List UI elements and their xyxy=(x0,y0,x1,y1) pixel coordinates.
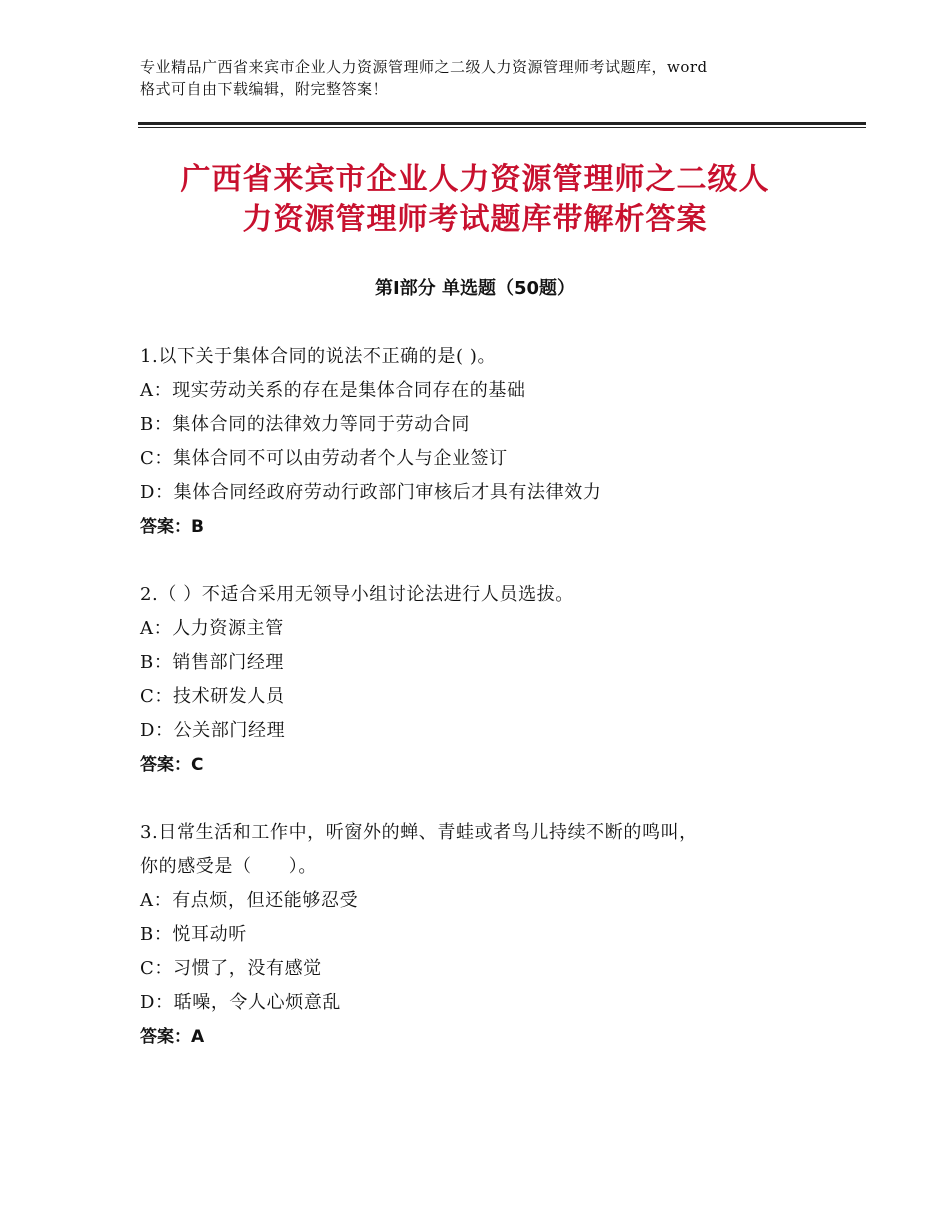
title-line: 力资源管理师考试题库带解析答案 xyxy=(242,202,708,237)
question-stem-continued: 你的感受是（ ）。 xyxy=(140,856,317,877)
option-d: D：集体合同经政府劳动行政部门审核后才具有法律效力 xyxy=(140,482,602,503)
option-c: C：技术研发人员 xyxy=(140,686,285,707)
option-b: B：销售部门经理 xyxy=(140,652,285,673)
answer: 答案：B xyxy=(140,517,204,537)
option-d: D：聒噪，令人心烦意乱 xyxy=(140,992,342,1013)
answer: 答案：C xyxy=(140,755,204,775)
header-note xyxy=(140,56,840,100)
option-d: D：公关部门经理 xyxy=(140,720,286,741)
question-3 xyxy=(140,816,840,1054)
question-stem: 2.（ ）不适合采用无领导小组讨论法进行人员选拔。 xyxy=(140,584,574,605)
header-divider xyxy=(138,122,866,125)
section-heading: 第Ⅰ部分 单选题（50题） xyxy=(374,278,575,299)
option-a: A：有点烦，但还能够忍受 xyxy=(140,890,359,911)
option-c: C：习惯了，没有感觉 xyxy=(140,958,322,979)
option-a: A：现实劳动关系的存在是集体合同存在的基础 xyxy=(140,380,526,401)
option-b: B：集体合同的法律效力等同于劳动合同 xyxy=(140,414,471,435)
question-1 xyxy=(140,340,840,544)
question-stem: 1.以下关于集体合同的说法不正确的是( )。 xyxy=(140,346,497,367)
header-note-line: 格式可自由下载编辑，附完整答案！ xyxy=(140,80,389,98)
question-2 xyxy=(140,578,840,782)
question-stem: 3.日常生活和工作中，听窗外的蝉、青蛙或者鸟儿持续不断的鸣叫， xyxy=(140,822,698,843)
header-divider-thin xyxy=(138,127,866,128)
header-note-line: 专业精品广西省来宾市企业人力资源管理师之二级人力资源管理师考试题库，word xyxy=(140,58,708,76)
document-title xyxy=(100,160,850,240)
option-a: A：人力资源主管 xyxy=(140,618,284,639)
title-line: 广西省来宾市企业人力资源管理师之二级人 xyxy=(180,162,770,197)
question-list xyxy=(140,340,840,1088)
answer: 答案：A xyxy=(140,1027,205,1047)
option-b: B：悦耳动听 xyxy=(140,924,247,945)
option-c: C：集体合同不可以由劳动者个人与企业签订 xyxy=(140,448,508,469)
